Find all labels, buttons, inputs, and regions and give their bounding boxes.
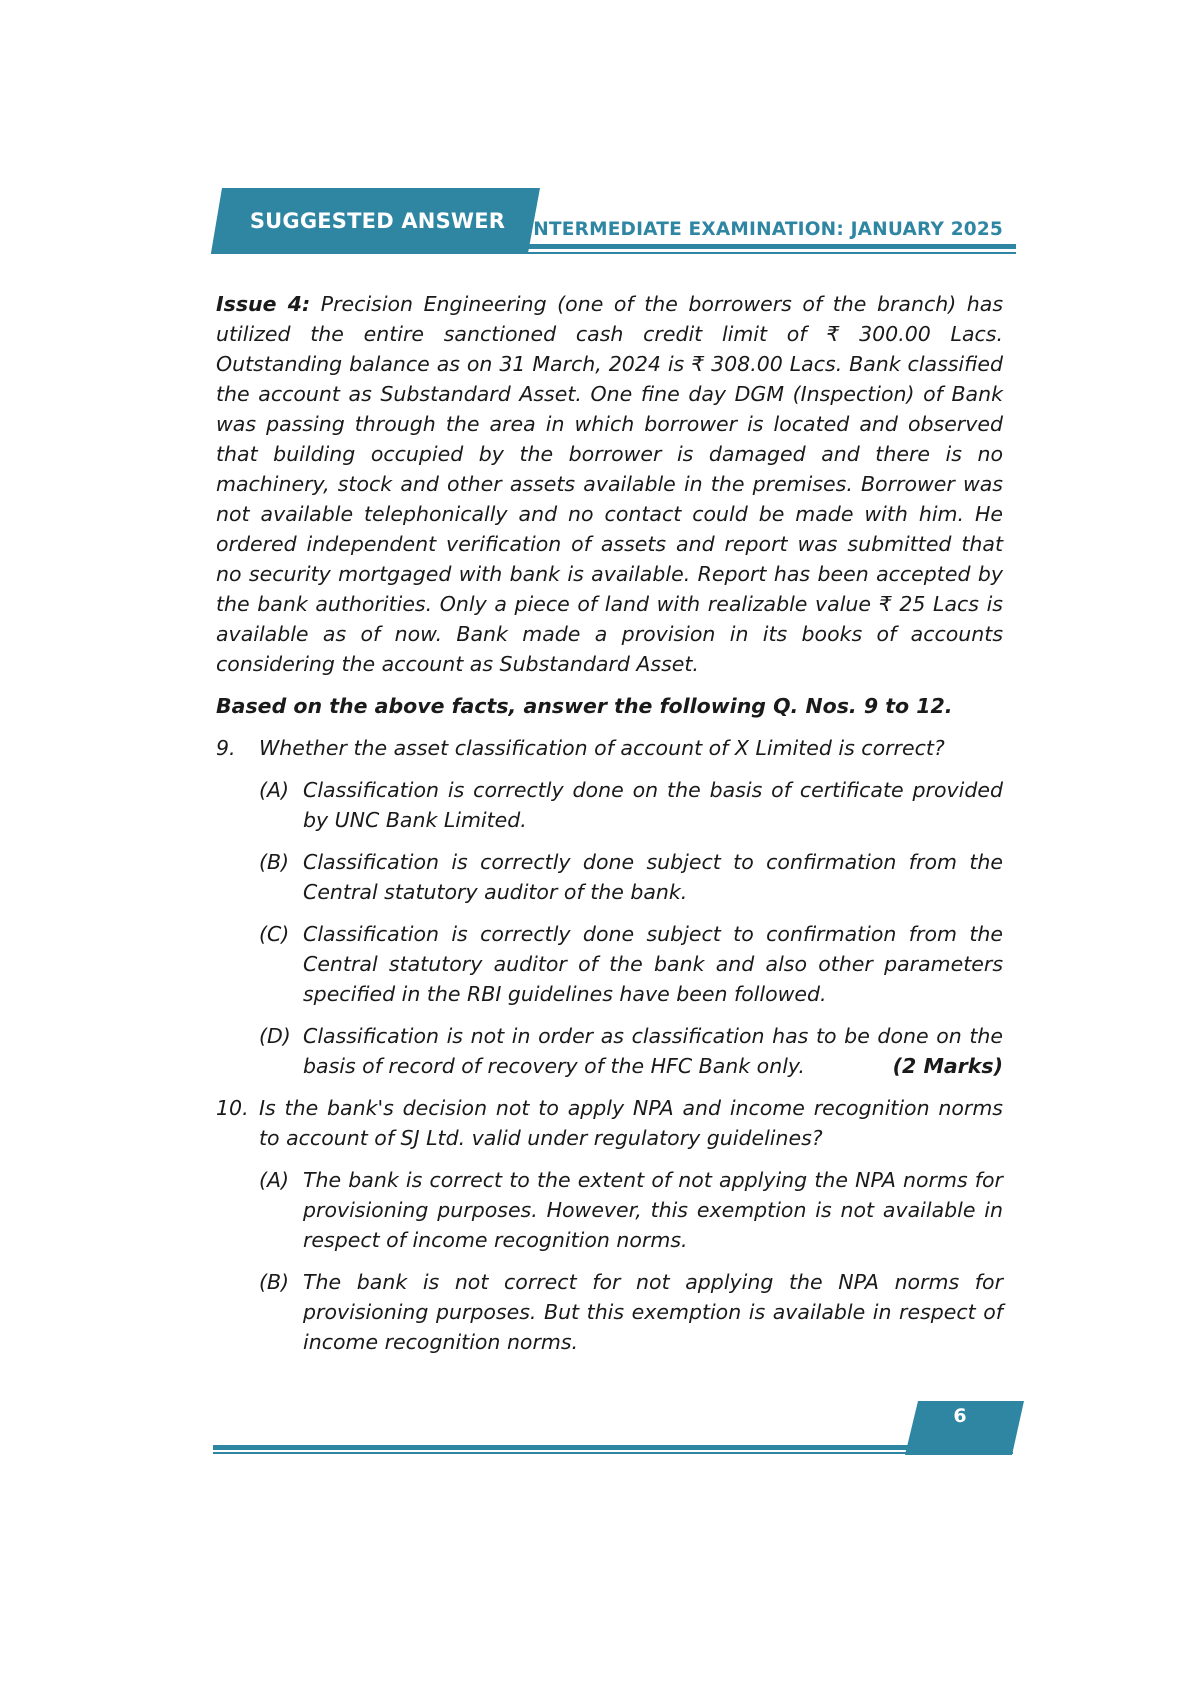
question-10 xyxy=(216,1093,1003,1153)
page-footer xyxy=(0,1380,1191,1460)
option-a xyxy=(259,775,1003,835)
page-header xyxy=(0,0,1191,260)
marks-label: (2 Marks) xyxy=(892,1054,1003,1078)
option-label: (B) xyxy=(259,1270,290,1294)
option-label: (A) xyxy=(259,778,290,802)
page-number: 6 xyxy=(953,1405,967,1427)
option-text: Classification is correctly done subject to confirmation from the Central statutory auditor of the bank. xyxy=(303,850,1003,904)
footer-rule xyxy=(213,1445,1013,1450)
question-10-options xyxy=(259,1165,1003,1357)
option-text: Classification is not in order as classification has to be done on the basis of record of recovery of the HFC Bank only. xyxy=(303,1024,1003,1078)
issue-label: Issue 4: xyxy=(216,292,311,316)
option-label: (D) xyxy=(259,1024,291,1048)
option-label: (A) xyxy=(259,1168,290,1192)
question-9 xyxy=(216,733,1003,763)
issue-paragraph xyxy=(216,289,1003,679)
option-text: The bank is correct to the extent of not applying the NPA norms for provisioning purposes. However, this exemption is not available in respect of income recognition norms. xyxy=(303,1168,1003,1252)
footer-rule-thin xyxy=(213,1452,1013,1454)
question-number: 10. xyxy=(216,1096,249,1120)
question-9-options xyxy=(259,775,1003,1081)
option-label: (C) xyxy=(259,922,290,946)
header-rule-thin xyxy=(211,252,1016,254)
option-b xyxy=(259,847,1003,907)
footer-graphic xyxy=(0,1380,1191,1460)
question-number: 9. xyxy=(216,736,236,760)
question-text: Whether the asset classification of account of X Limited is correct? xyxy=(259,736,945,760)
facts-heading: Based on the above facts, answer the following Q. Nos. 9 to 12. xyxy=(216,694,953,718)
page-content xyxy=(216,289,1003,1369)
option-text: Classification is correctly done subject to confirmation from the Central statutory auditor of the bank and also other parameters specified in the RBI guidelines have been followed. xyxy=(303,922,1003,1006)
issue-text: Precision Engineering (one of the borrowers of the branch) has utilized the entire sanctioned cash credit limit of ₹ 300.00 Lacs. Outstanding balance as on 31 March, 2024 is ₹ 308.00 Lacs. Bank classified the account as Substandard Asset. One fine day DGM (Inspection) of Bank was passing through the area in which borrower is located and observed that building occupied by the borrower is damaged and there is no machinery, stock and other assets available in the premises. Borrower was not available telephonically and no contact could be made with him. He ordered independent verification of assets and report was submitted that no security mortgaged with bank is available. Report has been accepted by the bank authorities. Only a piece of land with realizable value ₹ 25 Lacs is available as of now. Bank made a provision in its books of accounts considering the account as Substandard Asset. xyxy=(216,292,1003,676)
option-text: The bank is not correct for not applying the NPA norms for provisioning purposes. But this exemption is available in respect of income recognition norms. xyxy=(303,1270,1003,1354)
option-text: Classification is correctly done on the basis of certificate provided by UNC Bank Limited. xyxy=(303,778,1003,832)
header-tab-label: SUGGESTED ANSWER xyxy=(249,209,506,233)
header-rule xyxy=(528,244,1016,249)
exam-title: INTERMEDIATE EXAMINATION: JANUARY 2025 xyxy=(526,219,1003,240)
option-a xyxy=(259,1165,1003,1255)
option-d xyxy=(259,1021,1003,1081)
option-label: (B) xyxy=(259,850,290,874)
option-b xyxy=(259,1267,1003,1357)
question-text: Is the bank's decision not to apply NPA and income recognition norms to account of SJ Ltd. valid under regulatory guidelines? xyxy=(259,1096,1003,1150)
option-c xyxy=(259,919,1003,1009)
